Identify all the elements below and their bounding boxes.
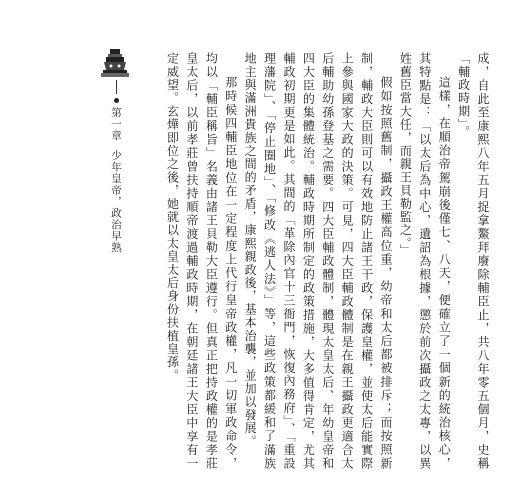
paragraph: 假如按照舊制，攝政王權高位重，幼帝和太后都被排斥；而按照新制，輔政大臣則可以有效地防止諸王干政，保護皇權，並使太后能實際上參與國家大政的決策。可見，四大臣輔政體制是在親王攝政更適合太后輔助幼孫登基之需要。四大臣輔政體制，體現太皇太后、年幼皇帝和四大臣的集體統治。輔政時期所制定的政策措施，大多值得肯定，尤其輔政初期更是如此。其間的「革除內官十三衙門，恢復內務府」、「重設理藩院」、「停止圈地」、「修改《逃人法》」等，這些政策都緩和了滿族地主與滿洲貴族之間的矛盾，康熙親政後，基本治襲，並加以發展。 — [243, 52, 393, 470]
seal-logo-icon — [101, 48, 129, 78]
header-rule — [116, 80, 117, 94]
chapter-number: 第一章 — [110, 107, 122, 142]
bullet-dot-icon — [114, 98, 119, 103]
running-header — [109, 80, 124, 253]
paragraph: 那時候四輔臣地位在一定程度上代行皇帝政權，凡一切軍政命令，均以「輔臣稱旨」名義由諸王貝勒大臣遵行。但真正把持政權的是孝莊皇太后，以前孝莊曾扶持順帝渡過輔政時期，在朝廷諸王大臣中享有一定威望。玄燁即位之後，她就以太皇太后身份扶植皇孫。 — [165, 52, 238, 470]
chapter-title: 少年皇帝，政治早熟 — [110, 149, 122, 253]
body-text — [162, 52, 492, 470]
paragraph: 成，自此至康熙八年五月捉拿鰲拜廢除輔臣止，共八年零五個月，史稱「輔政時期」。 — [456, 52, 490, 470]
paragraph: 這樣，在順治帝駕崩後僅七、八天，便確立了一個新的統治核心，其特點是：「以太后為中心，遺詔為根據，懲於前次攝政之太專，以異姓舊臣當大任，而親王貝勒監之。」 — [398, 52, 452, 470]
